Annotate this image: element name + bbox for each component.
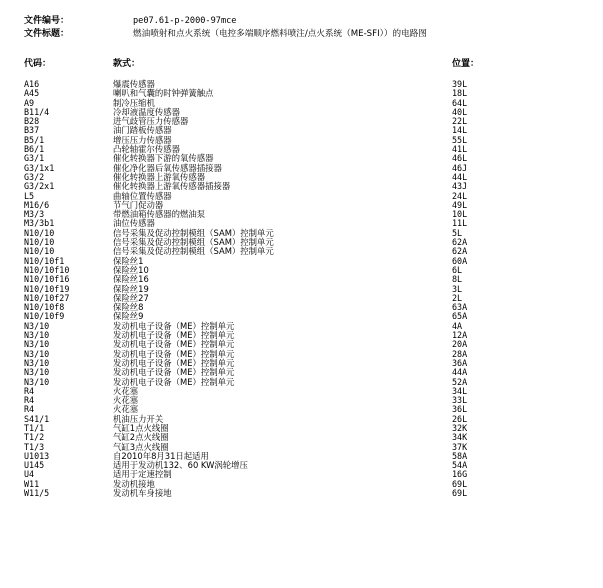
component-code: A45 — [24, 88, 40, 99]
component-code: N10/10f9 — [24, 311, 65, 322]
doc-number-label: 文件编号： — [24, 16, 70, 26]
table-row — [0, 154, 603, 163]
table-row — [0, 117, 603, 126]
component-position: 46L — [452, 153, 468, 164]
component-position: 37K — [452, 441, 468, 452]
component-code: G3/2 — [24, 171, 45, 182]
table-row — [0, 89, 603, 98]
component-position: 5L — [452, 227, 463, 238]
table-row — [0, 331, 603, 340]
component-position: 36A — [452, 357, 468, 368]
component-position: 8L — [452, 274, 463, 285]
component-code: N3/10 — [24, 330, 50, 341]
table-row — [0, 182, 603, 191]
table-row — [0, 210, 603, 219]
component-position: 36L — [452, 404, 468, 415]
component-description: 凸轮轴霍尔传感器 — [113, 144, 180, 155]
table-row — [0, 387, 603, 396]
component-code: G3/2x1 — [24, 181, 55, 192]
component-position: 55L — [452, 134, 468, 145]
table-row — [0, 396, 603, 405]
table-row — [0, 489, 603, 498]
component-description: 发动机接地 — [113, 478, 155, 489]
component-description: 适用于定速控制 — [113, 469, 172, 480]
table-row — [0, 340, 603, 349]
component-description: 催化转换器下游的氧传感器 — [113, 153, 214, 164]
component-position: 16G — [452, 469, 468, 480]
component-position: 62A — [452, 246, 468, 257]
table-row — [0, 285, 603, 294]
component-code: R4 — [24, 404, 35, 415]
component-code: N10/10 — [24, 246, 55, 257]
component-position: 54A — [452, 460, 468, 471]
table-row — [0, 433, 603, 442]
component-code: N10/10 — [24, 227, 55, 238]
component-code: B11/4 — [24, 106, 50, 117]
table-row — [0, 136, 603, 145]
component-description: 发动机电子设备（ME）控制单元 — [113, 330, 235, 341]
component-code: U4 — [24, 469, 35, 480]
component-code: N10/10f10 — [24, 264, 70, 275]
doc-title-label: 文件标题： — [24, 29, 70, 39]
column-header-pos: 位置： — [452, 59, 480, 69]
component-position: 14L — [452, 125, 468, 136]
component-code: N3/10 — [24, 376, 50, 387]
component-position: 34L — [452, 385, 468, 396]
component-position: 6L — [452, 264, 463, 275]
component-description: 喇叭和气囊的时钟弹簧触点 — [113, 88, 214, 99]
table-row — [0, 303, 603, 312]
component-description: 火花塞 — [113, 404, 139, 415]
component-position: 20A — [452, 339, 468, 350]
table-row — [0, 266, 603, 275]
table-row — [0, 80, 603, 89]
table-row — [0, 145, 603, 154]
component-code: T1/1 — [24, 422, 45, 433]
component-position: 39L — [452, 79, 468, 89]
component-code: N10/10f1 — [24, 255, 65, 266]
component-code: B5/1 — [24, 134, 45, 145]
component-description: 油位传感器 — [113, 218, 155, 229]
component-description: 信号采集及促动控制模组（SAM）控制单元 — [113, 237, 274, 248]
table-row — [0, 350, 603, 359]
table-row — [0, 368, 603, 377]
component-description: 气缸2点火线圈 — [113, 432, 169, 443]
doc-number-value: pe07.61-p-2000-97mce — [133, 16, 237, 26]
component-description: 保险丝10 — [113, 264, 149, 275]
component-description: 保险丝16 — [113, 274, 149, 285]
component-position: 44L — [452, 171, 468, 182]
component-code: N10/10 — [24, 237, 55, 248]
component-code: A9 — [24, 97, 35, 108]
component-code: B6/1 — [24, 144, 45, 155]
component-description: 适用于发动机132、60 KW涡轮增压 — [113, 460, 248, 471]
component-description: 发动机电子设备（ME）控制单元 — [113, 348, 235, 359]
component-code: N3/10 — [24, 357, 50, 368]
component-code: T1/3 — [24, 441, 45, 452]
table-row — [0, 405, 603, 414]
component-position: 46J — [452, 162, 468, 173]
component-description: 保险丝8 — [113, 302, 144, 313]
component-position: 62A — [452, 237, 468, 248]
component-code: M16/6 — [24, 199, 50, 210]
component-position: 22L — [452, 116, 468, 127]
component-code: G3/1 — [24, 153, 45, 164]
table-row — [0, 201, 603, 210]
component-position: 60A — [452, 255, 468, 266]
table-row — [0, 461, 603, 470]
table-row — [0, 470, 603, 479]
column-header-desc: 款式： — [113, 59, 141, 69]
component-description: 发动机电子设备（ME）控制单元 — [113, 320, 235, 331]
component-description: 发动机车身接地 — [113, 488, 172, 499]
table-row — [0, 294, 603, 303]
table-row — [0, 257, 603, 266]
table-row — [0, 312, 603, 321]
table-row — [0, 359, 603, 368]
component-code: R4 — [24, 385, 35, 396]
table-row — [0, 229, 603, 238]
component-position: 69L — [452, 488, 468, 499]
component-position: 32K — [452, 422, 468, 433]
component-position: 4A — [452, 320, 463, 331]
component-position: 41L — [452, 144, 468, 155]
table-row — [0, 238, 603, 247]
component-code: S41/1 — [24, 413, 50, 424]
component-position: 40L — [452, 106, 468, 117]
component-code: L5 — [24, 190, 35, 201]
component-code: N3/10 — [24, 367, 50, 378]
table-row — [0, 452, 603, 461]
component-position: 12A — [452, 330, 468, 341]
component-description: 信号采集及促动控制模组（SAM）控制单元 — [113, 246, 274, 257]
table-row — [0, 99, 603, 108]
component-description: 催化净化器后氧传感器插接器 — [113, 162, 222, 173]
component-position: 63A — [452, 302, 468, 313]
component-description: 发动机电子设备（ME）控制单元 — [113, 339, 235, 350]
component-description: 保险丝1 — [113, 255, 144, 266]
component-code: M3/3b1 — [24, 218, 55, 229]
component-position: 52A — [452, 376, 468, 387]
component-description: 油门踏板传感器 — [113, 125, 172, 136]
component-description: 气缸1点火线圈 — [113, 422, 169, 433]
component-position: 65A — [452, 311, 468, 322]
component-code: U1013 — [24, 450, 50, 461]
component-position: 26L — [452, 413, 468, 424]
table-row — [0, 443, 603, 452]
component-code: B37 — [24, 125, 40, 136]
table-row — [0, 219, 603, 228]
doc-title-value: 燃油喷射和点火系统（电控多端顺序燃料喷注/点火系统（ME-SFI））的电路图 — [133, 29, 427, 39]
component-code: W11/5 — [24, 488, 50, 499]
table-row — [0, 192, 603, 201]
table-row — [0, 415, 603, 424]
component-description: 发动机电子设备（ME）控制单元 — [113, 367, 235, 378]
component-position: 33L — [452, 395, 468, 406]
component-position: 69L — [452, 478, 468, 489]
component-position: 11L — [452, 218, 468, 229]
component-code: N3/10 — [24, 339, 50, 350]
component-position: 58A — [452, 450, 468, 461]
component-code: R4 — [24, 395, 35, 406]
component-position: 64L — [452, 97, 468, 108]
component-description: 增压压力传感器 — [113, 134, 172, 145]
component-position: 10L — [452, 209, 468, 220]
table-row — [0, 173, 603, 182]
table-row — [0, 108, 603, 117]
component-position: 18L — [452, 88, 468, 99]
table-row — [0, 378, 603, 387]
component-description: 发动机电子设备（ME）控制单元 — [113, 376, 235, 387]
component-description: 气缸3点火线圈 — [113, 441, 169, 452]
component-code: N3/10 — [24, 320, 50, 331]
table-row — [0, 164, 603, 173]
component-position: 43J — [452, 181, 468, 192]
component-code: U145 — [24, 460, 45, 471]
component-position: 44A — [452, 367, 468, 378]
component-position: 28A — [452, 348, 468, 359]
component-description: 爆震传感器 — [113, 79, 155, 89]
component-position: 2L — [452, 292, 463, 303]
component-description: 节气门促动器 — [113, 199, 164, 210]
component-description: 冷却液温度传感器 — [113, 106, 180, 117]
component-code: W11 — [24, 478, 40, 489]
component-code: N10/10f19 — [24, 283, 70, 294]
component-description: 自2010年8月31日起适用 — [113, 450, 209, 461]
component-code: N10/10f8 — [24, 302, 65, 313]
component-position: 24L — [452, 190, 468, 201]
component-position: 3L — [452, 283, 463, 294]
component-description: 催化转换器上游氧传感器 — [113, 171, 206, 182]
component-code: M3/3 — [24, 209, 45, 220]
component-description: 火花塞 — [113, 395, 139, 406]
component-description: 制冷压缩机 — [113, 97, 155, 108]
component-position: 49L — [452, 199, 468, 210]
component-code: T1/2 — [24, 432, 45, 443]
component-position: 34K — [452, 432, 468, 443]
component-code: N3/10 — [24, 348, 50, 359]
table-row — [0, 480, 603, 489]
component-description: 发动机电子设备（ME）控制单元 — [113, 357, 235, 368]
component-description: 火花塞 — [113, 385, 139, 396]
component-description: 保险丝19 — [113, 283, 149, 294]
component-code: N10/10f16 — [24, 274, 70, 285]
component-code: A16 — [24, 79, 40, 89]
component-description: 进气歧管压力传感器 — [113, 116, 189, 127]
table-row — [0, 247, 603, 256]
component-description: 信号采集及促动控制模组（SAM）控制单元 — [113, 227, 274, 238]
component-description: 催化转换器上游氧传感器插接器 — [113, 181, 231, 192]
column-header-code: 代码： — [24, 59, 52, 69]
component-code: G3/1x1 — [24, 162, 55, 173]
table-row — [0, 275, 603, 284]
component-description: 曲轴位置传感器 — [113, 190, 172, 201]
component-description: 保险丝27 — [113, 292, 149, 303]
component-description: 保险丝9 — [113, 311, 144, 322]
table-row — [0, 322, 603, 331]
component-code: N10/10f27 — [24, 292, 70, 303]
component-code: B28 — [24, 116, 40, 127]
table-row — [0, 424, 603, 433]
component-list — [0, 80, 603, 498]
table-row — [0, 126, 603, 135]
component-description: 带燃油箱传感器的燃油泵 — [113, 209, 206, 220]
component-description: 机油压力开关 — [113, 413, 164, 424]
